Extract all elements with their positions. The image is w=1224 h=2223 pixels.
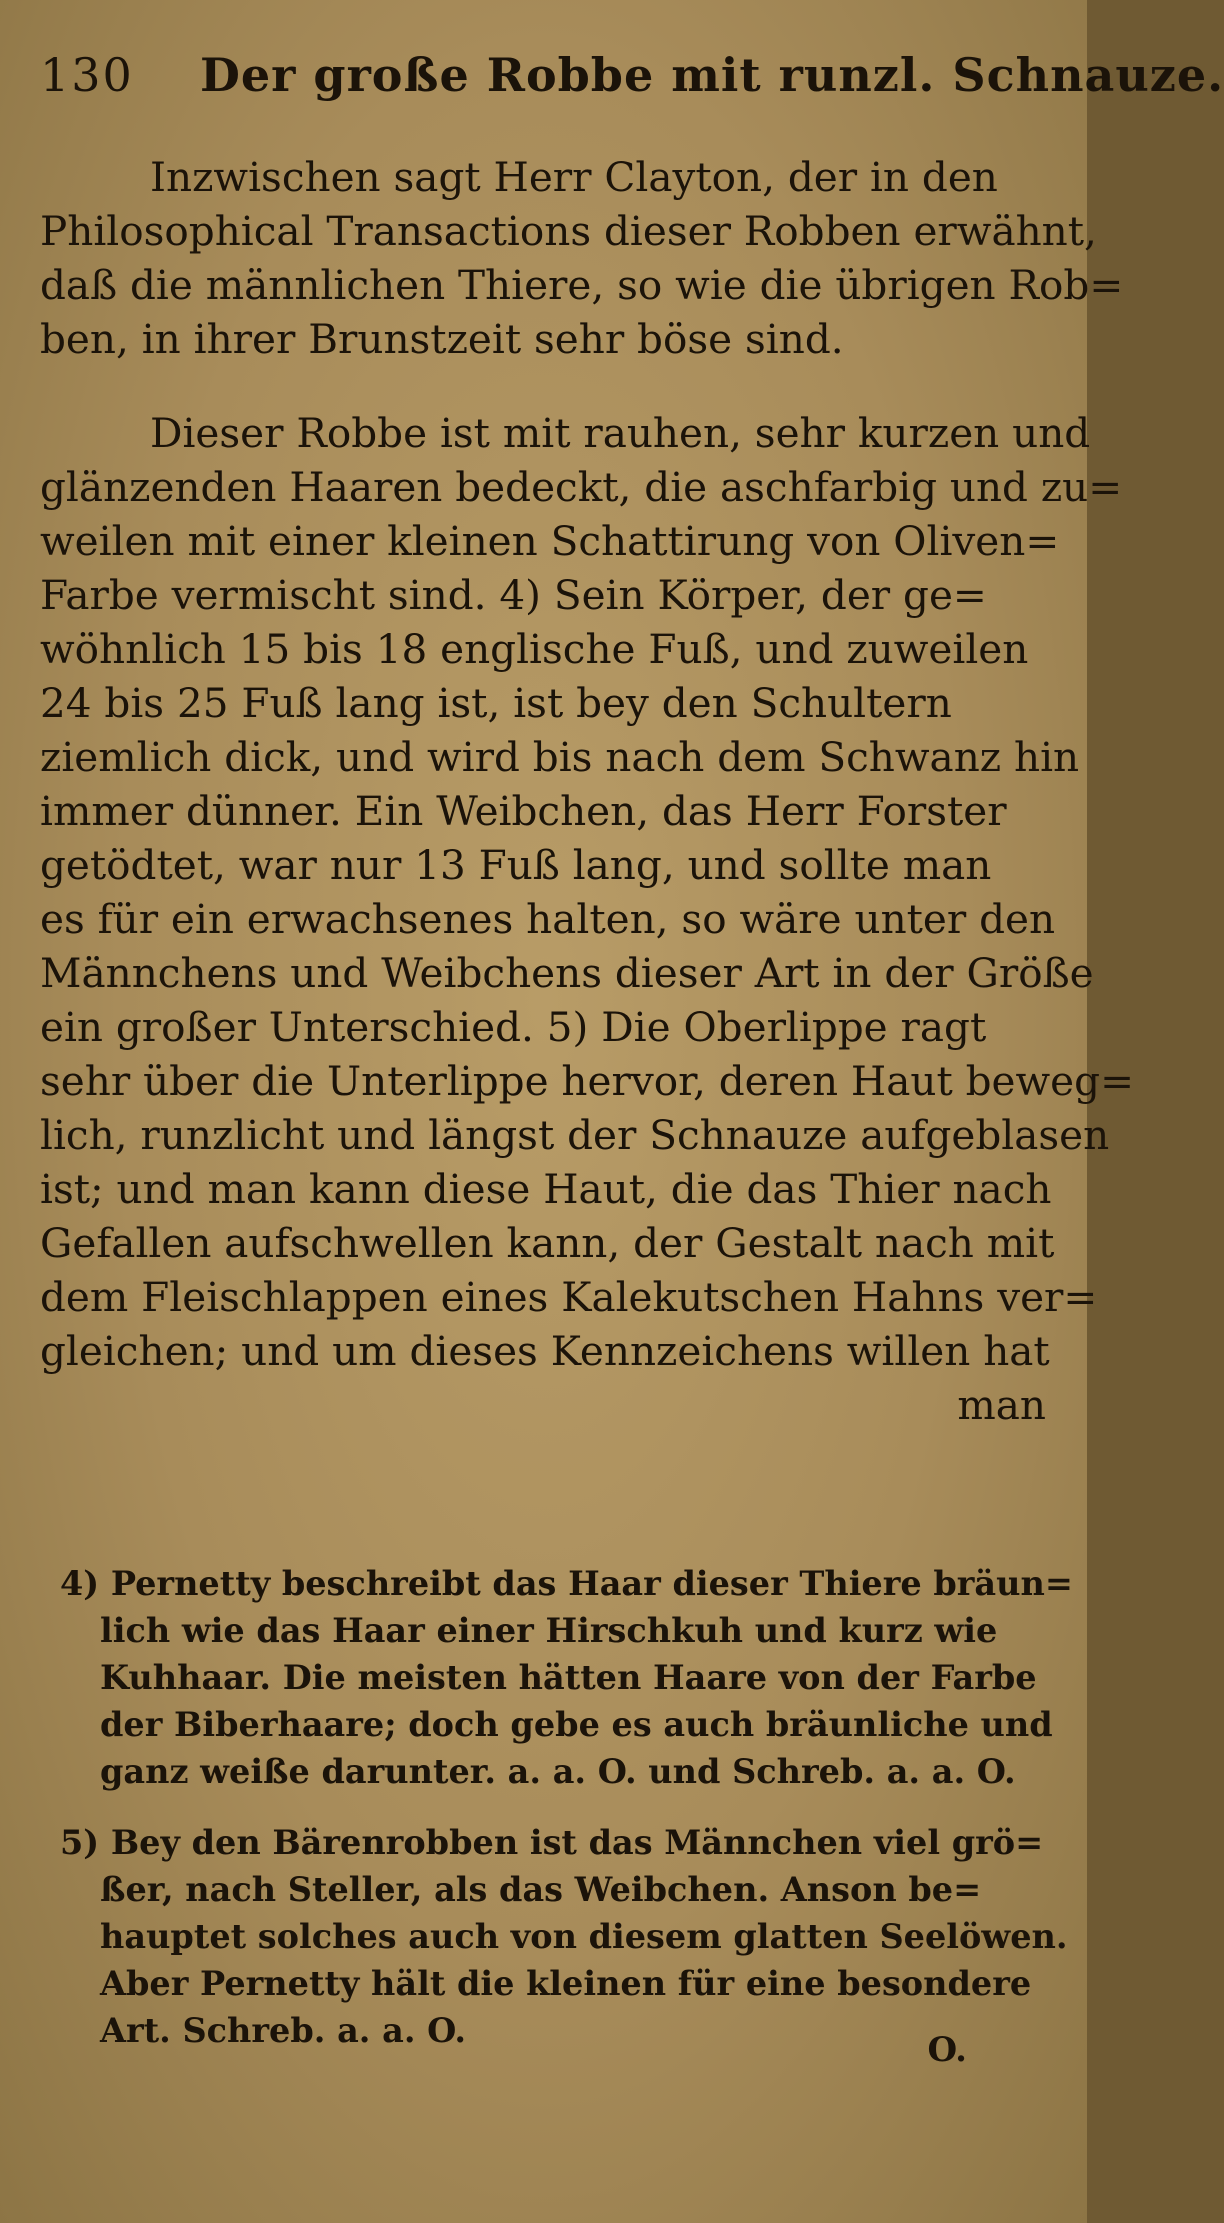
text-line: wöhnlich 15 bis 18 englische Fuß, und zuweilen [40,625,1029,673]
text-line: Gefallen aufschwellen kann, der Gestalt nach mit [40,1219,1055,1267]
text-line: immer dünner. Ein Weibchen, das Herr Forster [40,787,1007,835]
text-line: 24 bis 25 Fuß lang ist, ist bey den Schultern [40,679,952,727]
footnote-line: lich wie das Haar einer Hirschkuh und kurz wie [100,1611,998,1650]
footnote-line: Art. Schreb. a. a. O. [100,2011,467,2050]
footnote-line: der Biberhaare; doch gebe es auch bräunliche und [100,1705,1053,1744]
text-line: dem Fleischlappen eines Kalekutschen Hahns ver= [40,1273,1098,1321]
footnote-4 [60,1560,1073,1795]
text-line: ein großer Unterschied. 5) Die Oberlippe ragt [40,1003,987,1051]
text-line: weilen mit einer kleinen Schattirung von Oliven= [40,517,1060,565]
text-line: Dieser Robbe ist mit rauhen, sehr kurzen und [150,409,1091,457]
text-line: Inzwischen sagt Herr Clayton, der in den [150,153,998,201]
body-text [40,150,1135,1432]
text-line: glänzenden Haaren bedeckt, die aschfarbig und zu= [40,463,1123,511]
text-line: ben, in ihrer Brunstzeit sehr böse sind. [40,315,844,363]
text-line: getödtet, war nur 13 Fuß lang, und sollte man [40,841,992,889]
footnote-line: Aber Pernetty hält die kleinen für eine besondere [100,1964,1032,2003]
footnote-line: 4) Pernetty beschreibt das Haar dieser Thiere bräun= [60,1564,1073,1603]
footnote-line: Kuhhaar. Die meisten hätten Haare von der Farbe [100,1658,1037,1697]
footnotes [60,1560,1073,2054]
page-number: 130 [40,48,134,102]
page-header [40,40,1224,110]
catchword: O. [927,2030,967,2070]
text-line: ziemlich dick, und wird bis nach dem Schwanz hin [40,733,1080,781]
text-line: ist; und man kann diese Haut, die das Thier nach [40,1165,1052,1213]
text-line: Männchens und Weibchens dieser Art in der Größe [40,949,1094,997]
text-line: es für ein erwachsenes halten, so wäre unter den [40,895,1056,943]
text-line: Farbe vermischt sind. 4) Sein Körper, der ge= [40,571,987,619]
paragraph-2 [40,406,1135,1432]
text-line-last: man [957,1381,1046,1429]
footnote-line: 5) Bey den Bärenrobben ist das Männchen viel grö= [60,1823,1044,1862]
footnote-line: ganz weiße darunter. a. a. O. und Schreb. a. a. O. [100,1752,1016,1791]
text-line: daß die männlichen Thiere, so wie die übrigen Rob= [40,261,1124,309]
footnote-line: hauptet solches auch von diesem glatten Seelöwen. [100,1917,1068,1956]
text-line: Philosophical Transactions dieser Robben erwähnt, [40,207,1097,255]
footnote-5 [60,1819,1068,2054]
footnote-line: ßer, nach Steller, als das Weibchen. Anson be= [100,1870,982,1909]
text-line: sehr über die Unterlippe hervor, deren Haut beweg= [40,1057,1135,1105]
paragraph-1 [40,150,1124,366]
text-line: lich, runzlicht und längst der Schnauze aufgeblasen [40,1111,1110,1159]
text-line: gleichen; und um dieses Kennzeichens willen hat [40,1327,1050,1375]
running-title: Der große Robbe mit runzl. Schnauze. [200,48,1224,102]
